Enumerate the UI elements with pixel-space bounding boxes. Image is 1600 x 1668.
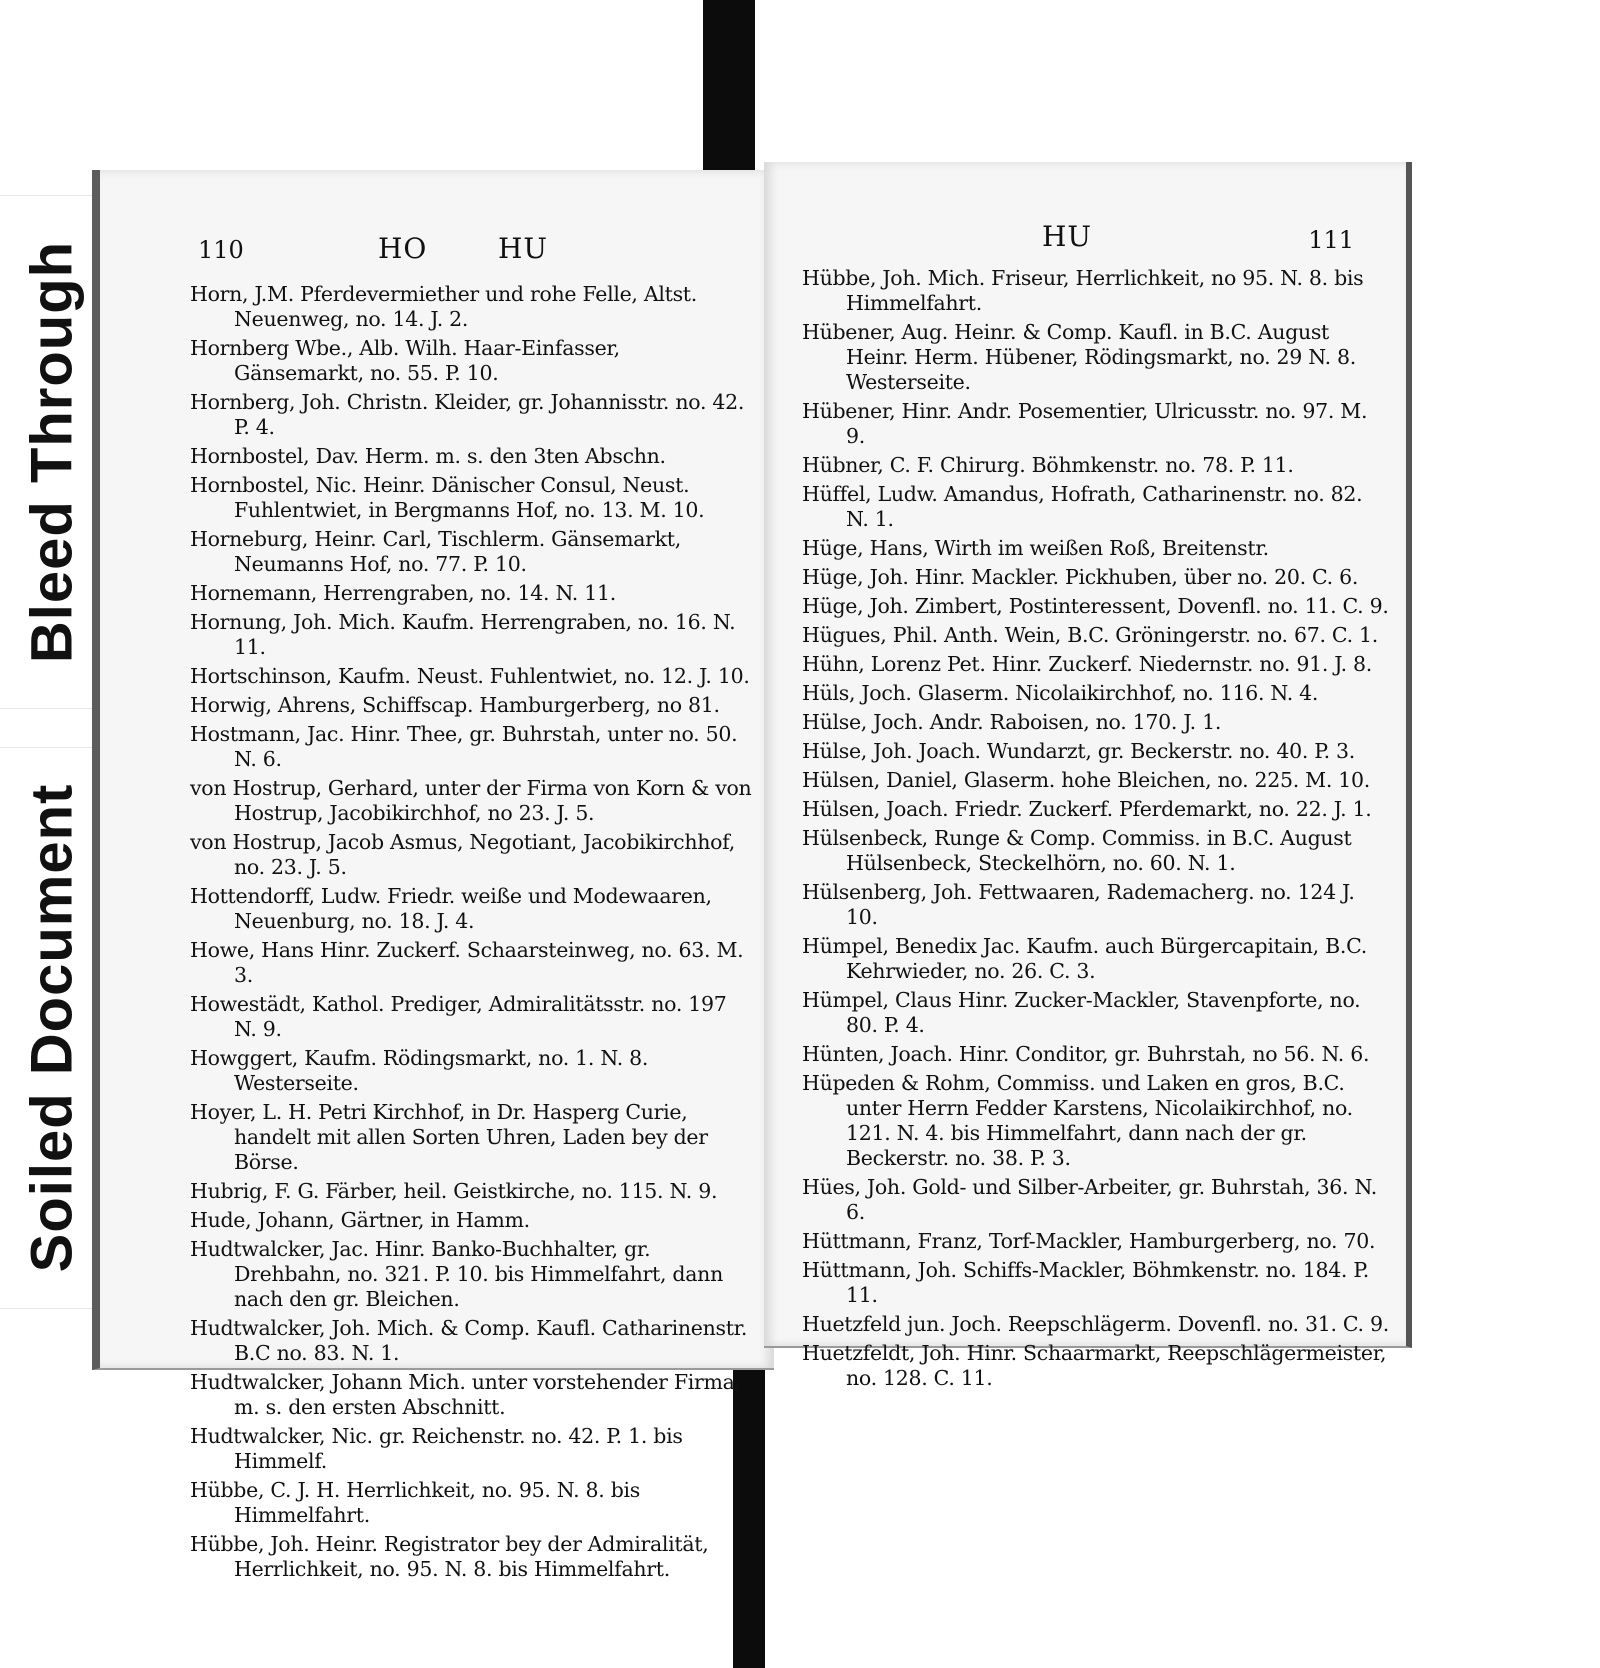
right-page-number: 111 (1308, 226, 1354, 254)
directory-entry: Hünten, Joach. Hinr. Conditor, gr. Buhrstah, no 56. N. 6. (802, 1042, 1370, 1066)
directory-entry: Hübener, Hinr. Andr. Posementier, Ulricusstr. no. 97. M. 9. (802, 399, 1368, 448)
directory-entry: Hülsen, Daniel, Glaserm. hohe Bleichen, no. 225. M. 10. (802, 768, 1371, 792)
right-running-head-hu: HU (1042, 220, 1093, 253)
directory-entry: Hortschinson, Kaufm. Neust. Fuhlentwiet, no. 12. J. 10. (190, 664, 750, 688)
directory-entry: Hügues, Phil. Anth. Wein, B.C. Gröningerstr. no. 67. C. 1. (802, 623, 1378, 647)
directory-entry: Hudtwalcker, Johann Mich. unter vorstehender Firma, m. s. den ersten Abschnitt. (190, 1370, 741, 1419)
directory-entry: Hostmann, Jac. Hinr. Thee, gr. Buhrstah, unter no. 50. N. 6. (190, 722, 738, 771)
directory-entry: Hottendorff, Ludw. Friedr. weiße und Modewaaren, Neuenburg, no. 18. J. 4. (190, 884, 712, 933)
directory-entry: Hülsen, Joach. Friedr. Zuckerf. Pferdemarkt, no. 22. J. 1. (802, 797, 1372, 821)
directory-entry: Hudtwalcker, Joh. Mich. & Comp. Kaufl. Catharinenstr. B.C no. 83. N. 1. (190, 1316, 748, 1365)
directory-entry: Horneburg, Heinr. Carl, Tischlerm. Gänsemarkt, Neumanns Hof, no. 77. P. 10. (190, 527, 681, 576)
directory-entry: Howggert, Kaufm. Rödingsmarkt, no. 1. N. 8. Westerseite. (190, 1046, 649, 1095)
left-page-header (100, 232, 774, 272)
directory-entry: Huetzfeld jun. Joch. Reepschlägerm. Dovenfl. no. 31. C. 9. (802, 1312, 1389, 1336)
directory-entry: Hümpel, Benedix Jac. Kaufm. auch Bürgercapitain, B.C. Kehrwieder, no. 26. C. 3. (802, 934, 1367, 983)
directory-entry: Hümpel, Claus Hinr. Zucker-Mackler, Stavenpforte, no. 80. P. 4. (802, 988, 1361, 1037)
directory-entry: Howe, Hans Hinr. Zuckerf. Schaarsteinweg, no. 63. M. 3. (190, 938, 744, 987)
left-page-number: 110 (198, 236, 244, 264)
directory-entry: von Hostrup, Gerhard, unter der Firma von Korn & von Hostrup, Jacobikirchhof, no 23. J. 5. (190, 776, 752, 825)
bleed-through-label (0, 196, 104, 708)
left-running-head-ho: HO (378, 232, 428, 265)
directory-entry: Hübbe, Joh. Heinr. Registrator bey der Admiralität, Herrlichkeit, no. 95. N. 8. bis Himmelfahrt. (190, 1532, 709, 1581)
directory-entry: Hornbostel, Nic. Heinr. Dänischer Consul, Neust. Fuhlentwiet, in Bergmanns Hof, no. 13. M. 10. (190, 473, 705, 522)
directory-entry: Hornberg, Joh. Christn. Kleider, gr. Johannisstr. no. 42. P. 4. (190, 390, 745, 439)
directory-entry: Hude, Johann, Gärtner, in Hamm. (190, 1208, 530, 1232)
directory-entry: Hüge, Joh. Zimbert, Postinteressent, Dovenfl. no. 11. C. 9. (802, 594, 1389, 618)
directory-entry: Hühn, Lorenz Pet. Hinr. Zuckerf. Niedernstr. no. 91. J. 8. (802, 652, 1372, 676)
directory-entry: Horn, J.M. Pferdevermiether und rohe Felle, Altst. Neuenweg, no. 14. J. 2. (190, 282, 697, 331)
directory-entry: Hüffel, Ludw. Amandus, Hofrath, Catharinenstr. no. 82. N. 1. (802, 482, 1363, 531)
bleed-through-text: Bleed Through (19, 240, 85, 664)
soiled-document-label (0, 748, 104, 1308)
directory-entry: Hüttmann, Franz, Torf-Mackler, Hamburgerberg, no. 70. (802, 1229, 1376, 1253)
directory-entry: Hüls, Joch. Glaserm. Nicolaikirchhof, no. 116. N. 4. (802, 681, 1319, 705)
directory-entry: Hübbe, Joh. Mich. Friseur, Herrlichkeit, no 95. N. 8. bis Himmelfahrt. (802, 266, 1364, 315)
directory-entry: Hübener, Aug. Heinr. & Comp. Kaufl. in B.C. August Heinr. Herm. Hübener, Rödingsmarkt, no. 29 N. 8. Westerseite. (802, 320, 1356, 394)
right-page (764, 162, 1412, 1390)
directory-entry: von Hostrup, Jacob Asmus, Negotiant, Jacobikirchhof, no. 23. J. 5. (190, 830, 735, 879)
directory-entry: Hülse, Joh. Joach. Wundarzt, gr. Beckerstr. no. 40. P. 3. (802, 739, 1356, 763)
directory-entry: Hülsenberg, Joh. Fettwaaren, Rademacherg. no. 124 J. 10. (802, 880, 1355, 929)
directory-entry: Hüpeden & Rohm, Commiss. und Laken en gros, B.C. unter Herrn Fedder Karstens, Nicolaikirchhof, no. 121. N. 4. bis Himmelfahrt, dann nach der gr. Beckerstr. no. 38. P. 3. (802, 1071, 1353, 1170)
directory-entry: Hornemann, Herrengraben, no. 14. N. 11. (190, 581, 616, 605)
directory-entry: Hornbostel, Dav. Herm. m. s. den 3ten Abschn. (190, 444, 666, 468)
directory-entry: Hües, Joh. Gold- und Silber-Arbeiter, gr. Buhrstah, 36. N. 6. (802, 1175, 1377, 1224)
right-directory-entries (802, 266, 1390, 1395)
directory-entry: Hübner, C. F. Chirurg. Böhmkenstr. no. 78. P. 11. (802, 453, 1294, 477)
left-running-head-hu: HU (498, 232, 549, 265)
left-directory-entries (190, 282, 752, 1586)
right-page-header (764, 220, 1406, 264)
directory-entry: Hübbe, C. J. H. Herrlichkeit, no. 95. N. 8. bis Himmelfahrt. (190, 1478, 641, 1527)
directory-entry: Hornung, Joh. Mich. Kaufm. Herrengraben, no. 16. N. 11. (190, 610, 736, 659)
directory-entry: Huetzfeldt, Joh. Hinr. Schaarmarkt, Reepschlägermeister, no. 128. C. 11. (802, 1341, 1387, 1390)
directory-entry: Hoyer, L. H. Petri Kirchhof, in Dr. Hasperg Curie, handelt mit allen Sorten Uhren, Laden bey der Börse. (190, 1100, 708, 1174)
soiled-document-text: Soiled Document (19, 783, 85, 1273)
directory-entry: Hülse, Joch. Andr. Raboisen, no. 170. J. 1. (802, 710, 1222, 734)
directory-entry: Hornberg Wbe., Alb. Wilh. Haar-Einfasser, Gänsemarkt, no. 55. P. 10. (190, 336, 620, 385)
directory-entry: Horwig, Ahrens, Schiffscap. Hamburgerberg, no 81. (190, 693, 720, 717)
directory-entry: Howestädt, Kathol. Prediger, Admiralitätsstr. no. 197 N. 9. (190, 992, 727, 1041)
directory-entry: Hüge, Hans, Wirth im weißen Roß, Breitenstr. (802, 536, 1269, 560)
left-page (92, 170, 774, 1581)
binding-gutter-top (703, 0, 755, 170)
directory-entry: Hülsenbeck, Runge & Comp. Commiss. in B.C. August Hülsenbeck, Steckelhörn, no. 60. N. 1. (802, 826, 1352, 875)
directory-entry: Hudtwalcker, Nic. gr. Reichenstr. no. 42. P. 1. bis Himmelf. (190, 1424, 683, 1473)
directory-entry: Hubrig, F. G. Färber, heil. Geistkirche, no. 115. N. 9. (190, 1179, 718, 1203)
directory-entry: Hüttmann, Joh. Schiffs-Mackler, Böhmkenstr. no. 184. P. 11. (802, 1258, 1369, 1307)
directory-entry: Hudtwalcker, Jac. Hinr. Banko-Buchhalter, gr. Drehbahn, no. 321. P. 10. bis Himmelfahrt, dann nach den gr. Bleichen. (190, 1237, 723, 1311)
directory-entry: Hüge, Joh. Hinr. Mackler. Pickhuben, über no. 20. C. 6. (802, 565, 1359, 589)
